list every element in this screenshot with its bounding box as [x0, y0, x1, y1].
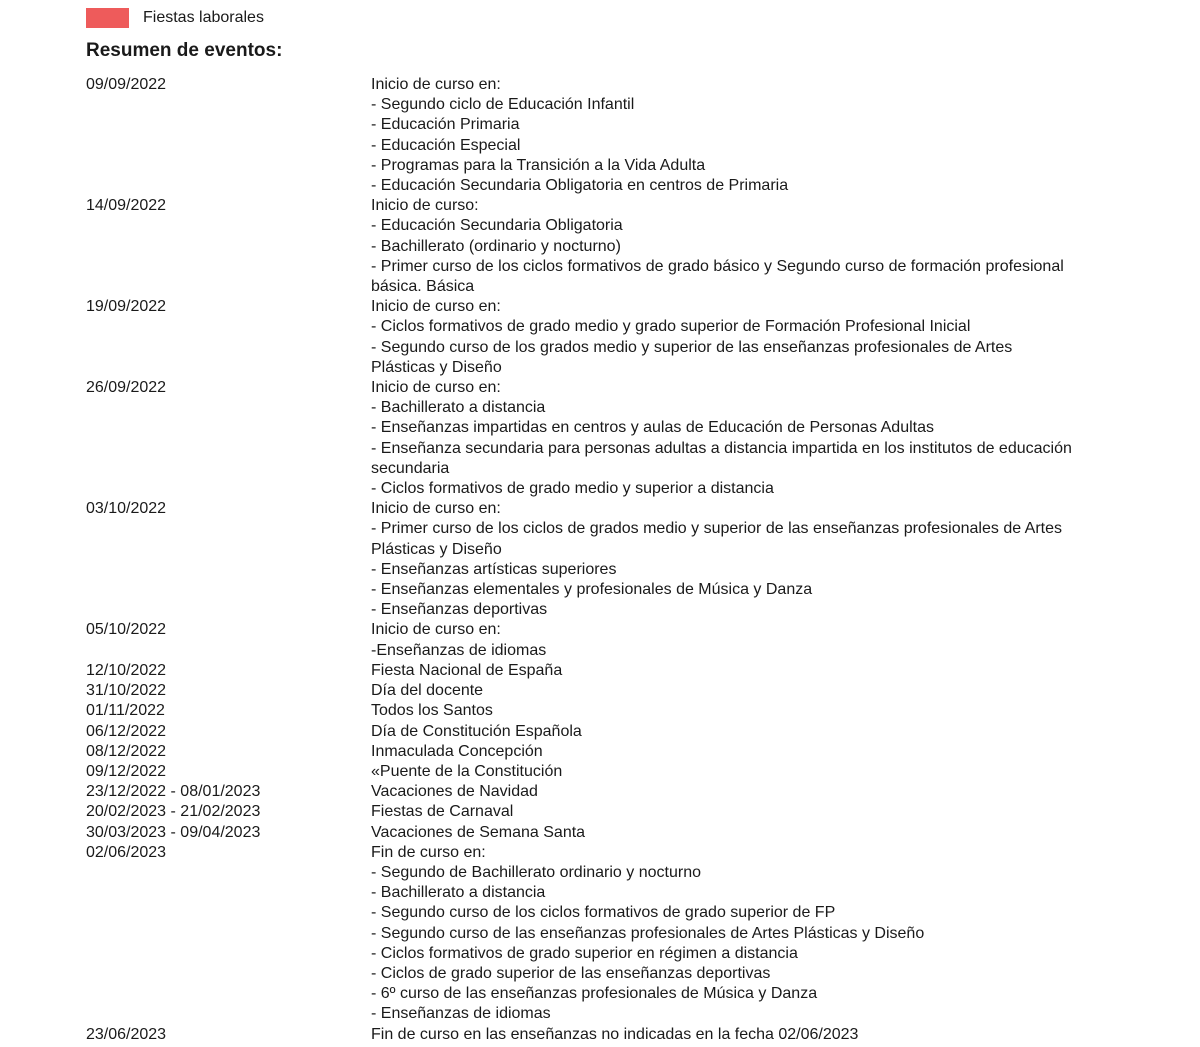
legend [86, 8, 264, 28]
event-description-line: Día del docente [371, 682, 484, 700]
event-date: 09/12/2022 [86, 762, 167, 780]
event-description [371, 620, 1126, 660]
event-description-line: Inicio de curso en: [371, 298, 501, 316]
event-description [371, 75, 1126, 196]
event-date: 06/12/2022 [86, 722, 167, 740]
event-date: 23/12/2022 - 08/01/2023 [86, 783, 261, 801]
event-date: 05/10/2022 [86, 621, 167, 639]
event-date: 30/03/2023 - 09/04/2023 [86, 823, 261, 841]
event-description [371, 742, 1126, 762]
event-date: 31/10/2022 [86, 682, 167, 700]
event-row [86, 378, 1126, 499]
event-description-line: Todos los Santos [371, 702, 493, 720]
event-description-line: - Enseñanzas artísticas superiores [371, 560, 617, 578]
event-description-line: - Educación Secundaria Obligatoria [371, 217, 623, 235]
event-row [86, 762, 1126, 782]
event-date: 12/10/2022 [86, 661, 167, 679]
event-row [86, 823, 1126, 843]
event-date: 09/09/2022 [86, 76, 167, 93]
event-description-line: Vacaciones de Semana Santa [371, 823, 586, 841]
event-description-line: - Segundo de Bachillerato ordinario y nocturno [371, 863, 701, 881]
event-row [86, 75, 1126, 196]
event-row [86, 782, 1126, 802]
events-list [86, 75, 1126, 1045]
event-description-line: - Ciclos formativos de grado medio y grado superior de Formación Profesional Inicial [371, 318, 971, 336]
event-description-line: Día de Constitución Española [371, 722, 582, 740]
event-description-line: - Educación Especial [371, 136, 521, 154]
event-description-line: Vacaciones de Navidad [371, 783, 538, 801]
event-description [371, 1025, 1126, 1045]
event-description-line: Inicio de curso en: [371, 379, 501, 397]
event-description [371, 499, 1126, 620]
event-description [371, 762, 1126, 782]
event-description-line: - Segundo ciclo de Educación Infantil [371, 96, 635, 114]
event-row [86, 681, 1126, 701]
event-date: 23/06/2023 [86, 1025, 167, 1043]
event-description [371, 823, 1126, 843]
event-description [371, 196, 1126, 297]
event-date: 01/11/2022 [86, 702, 165, 720]
event-description-line: Fin de curso en: [371, 843, 486, 861]
event-date: 19/09/2022 [86, 298, 167, 316]
event-description-line: Inicio de curso en: [371, 76, 501, 93]
event-description [371, 681, 1126, 701]
event-description [371, 843, 1126, 1025]
event-description-line: - Ciclos formativos de grado medio y superior a distancia [371, 480, 774, 498]
event-date: 26/09/2022 [86, 379, 167, 397]
event-date: 20/02/2023 - 21/02/2023 [86, 803, 261, 821]
event-description-line: - Primer curso de los ciclos de grados medio y superior de las enseñanzas profesionales de Artes [371, 520, 1063, 538]
event-row [86, 297, 1126, 378]
event-description [371, 782, 1126, 802]
event-description-line: - Segundo curso de las enseñanzas profesionales de Artes Plásticas y Diseño [371, 924, 925, 942]
event-row [86, 742, 1126, 762]
event-description-line: Plásticas y Diseño [371, 540, 502, 558]
event-row [86, 1025, 1126, 1045]
event-description-line: Plásticas y Diseño [371, 358, 502, 376]
event-row [86, 196, 1126, 297]
event-description-line: - Educación Secundaria Obligatoria en centros de Primaria [371, 177, 789, 195]
event-row [86, 843, 1126, 1025]
event-description-line: Inicio de curso en: [371, 500, 501, 518]
event-row [86, 701, 1126, 721]
event-description-line: básica. Básica [371, 278, 475, 296]
event-description-line: - Bachillerato a distancia [371, 399, 546, 417]
event-description-line: - Bachillerato (ordinario y nocturno) [371, 237, 621, 255]
event-description-line: - Programas para la Transición a la Vida Adulta [371, 156, 706, 174]
event-description-line: secundaria [371, 459, 450, 477]
event-description-line: - Enseñanza secundaria para personas adultas a distancia impartida en los institutos de educación [371, 439, 1072, 457]
event-description [371, 802, 1126, 822]
event-description-line: - Primer curso de los ciclos formativos de grado básico y Segundo curso de formación profesional [371, 257, 1064, 275]
event-description-line: - Enseñanzas elementales y profesionales de Música y Danza [371, 581, 813, 599]
event-description [371, 701, 1126, 721]
event-description [371, 661, 1126, 681]
event-description-line: - 6º curso de las enseñanzas profesionales de Música y Danza [371, 985, 818, 1003]
summary-title: Resumen de eventos: [86, 40, 283, 61]
event-row [86, 722, 1126, 742]
event-description [371, 297, 1126, 378]
event-description-line: - Segundo curso de los grados medio y superior de las enseñanzas profesionales de Artes [371, 338, 1013, 356]
event-row [86, 802, 1126, 822]
event-description-line: - Enseñanzas impartidas en centros y aulas de Educación de Personas Adultas [371, 419, 934, 437]
event-description-line: «Puente de la Constitución [371, 762, 563, 780]
event-description-line: Fiesta Nacional de España [371, 661, 563, 679]
event-description-line: -Enseñanzas de idiomas [371, 641, 547, 659]
event-date: 02/06/2023 [86, 843, 167, 861]
event-date: 03/10/2022 [86, 500, 167, 518]
event-description-line: Inicio de curso en: [371, 621, 501, 639]
event-description-line: - Educación Primaria [371, 116, 520, 134]
event-description-line: Fin de curso en las enseñanzas no indicadas en la fecha 02/06/2023 [371, 1025, 859, 1043]
event-description-line: Inmaculada Concepción [371, 742, 543, 760]
event-date: 08/12/2022 [86, 742, 167, 760]
event-row [86, 499, 1126, 620]
legend-label: Fiestas laborales [143, 9, 264, 26]
legend-swatch-fiestas-laborales [86, 8, 129, 28]
event-description-line: - Enseñanzas deportivas [371, 601, 548, 619]
event-row [86, 661, 1126, 681]
event-description [371, 722, 1126, 742]
event-description-line: - Ciclos formativos de grado superior en régimen a distancia [371, 944, 798, 962]
event-description-line: - Bachillerato a distancia [371, 884, 546, 902]
event-description-line: - Enseñanzas de idiomas [371, 1005, 551, 1023]
event-description-line: - Ciclos de grado superior de las enseñanzas deportivas [371, 964, 771, 982]
event-date: 14/09/2022 [86, 197, 167, 215]
event-description [371, 378, 1126, 499]
event-description-line: Fiestas de Carnaval [371, 803, 514, 821]
event-row [86, 620, 1126, 660]
event-description-line: Inicio de curso: [371, 197, 479, 215]
event-description-line: - Segundo curso de los ciclos formativos de grado superior de FP [371, 904, 836, 922]
